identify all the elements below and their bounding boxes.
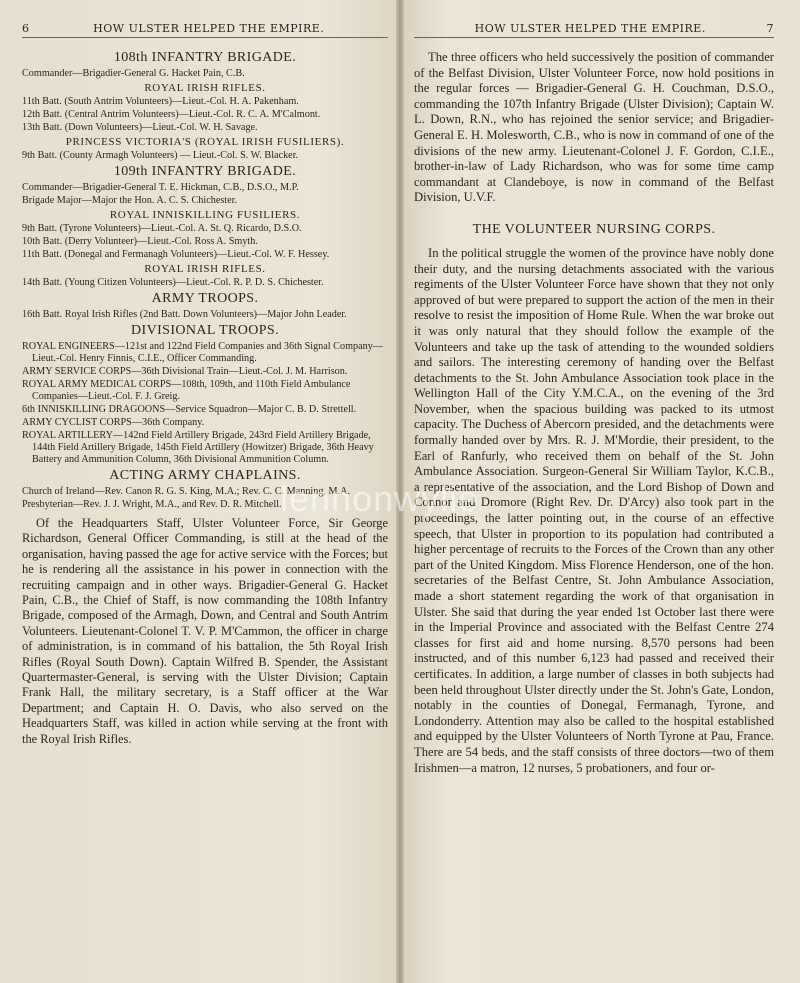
- headquarters-paragraph: Of the Headquarters Staff, Ulster Volunteer Force, Sir George Richardson, General Officer Commanding, is still at the head of the organisation, having passed the age for active service with the Forces; but he is rendering all the assistance in his power in connection with the recruiting campaign and in other ways. Brigadier-General G. Hacket Pain, C.B., the Chief of Staff, is now commanding the 108th Infantry Brigade, composed of the Armagh, Down, and Central and South Antrim Volunteers. Lieutenant-Colonel T. V. P. M'Cammon, the officer in charge of administration, is in command of his battalion, the 5th Royal Irish Rifles (Royal South Down). Captain Wilfred B. Spender, the Assistant Quartermaster-General, is serving with the Ulster Division; Captain Frank Hall, the military secretary, is a Staff officer at the War Department; and Captain H. O. Davis, who also served on the Headquarters Staff, was killed in action while serving at the front with the Royal Irish Rifles.: [22, 516, 388, 746]
- book-gutter: [396, 0, 404, 983]
- right-page: [400, 0, 800, 983]
- brigade-109-battalion: 11th Batt. (Donegal and Fermanagh Volunteers)—Lieut.-Col. W. F. Hessey.: [22, 249, 330, 260]
- nursing-corps-title: THE VOLUNTEER NURSING CORPS.: [472, 221, 716, 237]
- chaplains-title: ACTING ARMY CHAPLAINS.: [109, 468, 301, 483]
- divisional-troops-entry: ARMY CYCLIST CORPS—36th Company.: [22, 417, 205, 428]
- brigade-108-battalion: 11th Batt. (South Antrim Volunteers)—Lieut.-Col. H. A. Pakenham.: [22, 96, 299, 107]
- brigade-109-battalion: 14th Batt. (Young Citizen Volunteers)—Lieut.-Col. R. P. D. S. Chichester.: [22, 277, 324, 288]
- chaplains-entry: Church of Ireland—Rev. Canon R. G. S. King, M.A.; Rev. C. C. Manning, M.A.: [22, 486, 351, 497]
- brigade-109-staff: Brigade Major—Major the Hon. A. C. S. Chichester.: [22, 195, 238, 206]
- brigade-108-commander: Commander—Brigadier-General G. Hacket Pain, C.B.: [22, 68, 245, 79]
- brigade-109-staff: Commander—Brigadier-General T. E. Hickman, C.B., D.S.O., M.P.: [22, 182, 299, 193]
- brigade-108-regiment-2: PRINCESS VICTORIA'S (ROYAL IRISH FUSILIERS).: [65, 136, 345, 148]
- army-troops-title: ARMY TROOPS.: [151, 291, 259, 306]
- brigade-109-regiment-2: ROYAL IRISH RIFLES.: [144, 263, 266, 275]
- running-head-title-right: HOW ULSTER HELPED THE EMPIRE.: [474, 22, 706, 35]
- divisional-troops-title: DIVISIONAL TROOPS.: [131, 323, 279, 338]
- brigade-108-title: 108th INFANTRY BRIGADE.: [113, 50, 297, 65]
- divisional-troops-entry: ARMY SERVICE CORPS—36th Divisional Train—Lieut.-Col. J. M. Harrison.: [22, 366, 348, 377]
- brigade-109-title: 109th INFANTRY BRIGADE.: [113, 164, 297, 179]
- brigade-108-regiment: ROYAL IRISH RIFLES.: [144, 82, 266, 94]
- brigade-109-battalion: 10th Batt. (Derry Volunteer)—Lieut.-Col. Ross A. Smyth.: [22, 236, 258, 247]
- running-head-left: [22, 22, 388, 38]
- page-number-left: 6: [22, 22, 30, 35]
- running-head-right: [414, 22, 774, 38]
- watermark: lennonwylie: [280, 478, 480, 519]
- nursing-paragraph: In the political struggle the women of the province have nobly done their duty, and the nursing detachments associated with the various regiments of the Ulster Volunteer Force have shown that they not only approved of but were prepared to support the action of the men in their resolve to resist the imposition of Home Rule. When the war broke out it was only natural that they should follow the example of the Volunteers and take up the task of attending to the wounded soldiers and sailors. The interesting ceremony of handing over the Belfast detachments to the St. John Ambulance Association took place in the Wellington Hall of the City Y.M.C.A., on the evening of the 3rd November, when the spacious building was packed to its utmost capacity. The Duchess of Abercorn presided, and the detachments were formally handed over by Mrs. R. J. M'Mordie, their president, to the Earl of Ranfurly, who received them on behalf of the St. John Ambulance Association. Surgeon-General Sir William Taylor, K.C.B., a representative of the association, and the Lord Bishop of Down and Connor and Dromore (Right Rev. Dr. D'Arcy) also took part in the proceedings, the latter pointing out, in the course of an effective speech, that Ulster in proportion to its population had contributed a higher percentage of recruits to the Forces of the Crown than any other part of the United Kingdom. Miss Florence Henderson, one of the hon. secretaries of the Belfast Centre, St. John Ambulance Association, made a short statement regarding the work of that organisation in Ulster. She said that during the year ended 1st October last there were in the Imperial Province and associated with the Belfast Centre 274 classes for first aid and home nursing. 8,570 persons had been instructed, and of this number 6,123 had passed and received their certificates. In addition, a large number of classes in both subjects had been held throughout Ulster directly under the St. John's Gate, London, notably in the counties of Donegal, Fermanagh, Tyrone, and Londonderry. Attention may also be called to the hospital established and equipped by the Ulster Volunteers of North Tyrone at Pau, France. There are 54 beds, and the staff consists of three doctors—two of them Irishmen—a matron, 12 nurses, 5 probationers, and four or-: [414, 245, 774, 775]
- chaplains-entry: Presbyterian—Rev. J. J. Wright, M.A., and Rev. D. R. Mitchell.: [22, 499, 282, 510]
- divisional-troops-entry: ROYAL ARTILLERY—142nd Field Artillery Brigade, 243rd Field Artillery Brigade, 144th Field Artillery Brigade, 145th Field Artillery (Howitzer) Brigade, 36th Heavy Battery and Ammunition Column, 36th Divisional Ammunition Column.: [22, 430, 374, 465]
- brigade-108-battalion: 13th Batt. (Down Volunteers)—Lieut.-Col. W. H. Savage.: [22, 122, 258, 133]
- divisional-troops-entry: ROYAL ENGINEERS—121st and 122nd Field Companies and 36th Signal Company—Lieut.-Col. Henry Finnis, C.I.E., Officer Commanding.: [22, 341, 383, 364]
- brigade-109-regiment: ROYAL INNISKILLING FUSILIERS.: [109, 209, 301, 221]
- brigade-108-battalion: 9th Batt. (County Armagh Volunteers) — Lieut.-Col. S. W. Blacker.: [22, 150, 299, 161]
- running-head-title-left: HOW ULSTER HELPED THE EMPIRE.: [93, 22, 325, 35]
- army-troops-entry: 16th Batt. Royal Irish Rifles (2nd Batt. Down Volunteers)—Major John Leader.: [22, 309, 347, 320]
- page-number-right: 7: [766, 22, 774, 35]
- divisional-troops-entry: ROYAL ARMY MEDICAL CORPS—108th, 109th, and 110th Field Ambulance Companies—Lieut.-Col. F. J. Greig.: [22, 379, 351, 402]
- intro-paragraph: The three officers who held successively the position of commander of the Belfast Division, Ulster Volunteer Force, now hold positions in the regular forces — Brigadier-General G. H. Couchman, D.S.O., commanding the 107th Infantry Brigade (Ulster Division); Captain W. L. Down, R.N., who has rejoined the senior service; and Brigadier-General E. H. Molesworth, C.B., who is now in command of one of the divisions of the new army. Lieutenant-Colonel J. F. Gordon, C.I.E., brother-in-law of Lady Richardson, who was for some time camp commandant at Clandeboye, is now in command of the Belfast Division, U.V.F.: [414, 50, 774, 205]
- divisional-troops-entry: 6th INNISKILLING DRAGOONS—Service Squadron—Major C. B. D. Strettell.: [22, 404, 357, 415]
- brigade-109-battalion: 9th Batt. (Tyrone Volunteers)—Lieut.-Col. A. St. Q. Ricardo, D.S.O.: [22, 223, 302, 234]
- brigade-108-battalion: 12th Batt. (Central Antrim Volunteers)—Lieut.-Col. R. C. A. M'Calmont.: [22, 109, 321, 120]
